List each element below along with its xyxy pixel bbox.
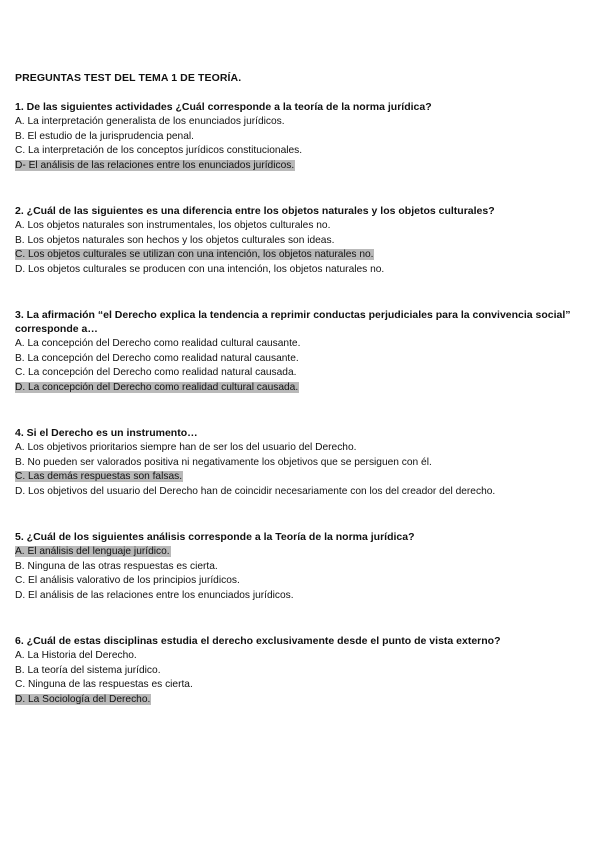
- answer-option-highlighted: C. Los objetos culturales se utilizan con una intención, los objetos naturales no.: [15, 249, 374, 260]
- question-6: [15, 634, 590, 707]
- question-stem: 2. ¿Cuál de las siguientes es una diferencia entre los objetos naturales y los objetos culturales?: [15, 205, 495, 217]
- question-stem: 6. ¿Cuál de estas disciplinas estudia el derecho exclusivamente desde el punto de vista externo?: [15, 635, 501, 647]
- answer-option: A. La Historia del Derecho.: [15, 650, 137, 661]
- answer-option-highlighted: D. La concepción del Derecho como realidad cultural causada.: [15, 381, 299, 393]
- question-1: [15, 100, 590, 173]
- answer-option: C. El análisis valorativo de los principios jurídicos.: [15, 575, 240, 586]
- answer-option: A. Los objetos naturales son instrumentales, los objetos culturales no.: [15, 220, 331, 231]
- answer-option: C. La concepción del Derecho como realidad natural causada.: [15, 367, 297, 378]
- answer-option: B. El estudio de la jurisprudencia penal.: [15, 130, 194, 142]
- answer-option: C. La interpretación de los conceptos jurídicos constitucionales.: [15, 145, 303, 156]
- answer-option: B. Los objetos naturales son hechos y los objetos culturales son ideas.: [15, 234, 335, 246]
- answer-option-highlighted: A. El análisis del lenguaje jurídico.: [15, 546, 170, 557]
- question-4: [15, 426, 590, 499]
- answer-option: B. No pueden ser valorados positiva ni negativamente los objetivos que se persiguen con él.: [15, 456, 432, 468]
- answer-option-highlighted: D- El análisis de las relaciones entre los enunciados jurídicos.: [15, 159, 295, 171]
- answer-option: A. La interpretación generalista de los enunciados jurídicos.: [15, 116, 285, 127]
- question-2: [15, 204, 590, 277]
- document-page: [15, 72, 590, 738]
- question-stem: 1. De las siguientes actividades ¿Cuál corresponde a la teoría de la norma jurídica?: [15, 101, 432, 113]
- answer-option: D. Los objetivos del usuario del Derecho han de coincidir necesariamente con los del creador del derecho.: [15, 485, 496, 497]
- question-5: [15, 530, 590, 603]
- question-stem: 3. La afirmación “el Derecho explica la tendencia a reprimir conductas perjudiciales para la convivencia social” corresponde a…: [15, 309, 571, 335]
- answer-option: B. La concepción del Derecho como realidad natural causante.: [15, 352, 299, 364]
- question-stem: 4. Si el Derecho es un instrumento…: [15, 427, 198, 439]
- document-title: PREGUNTAS TEST DEL TEMA 1 DE TEORÍA.: [15, 72, 242, 84]
- answer-option-highlighted: D. La Sociología del Derecho.: [15, 693, 151, 705]
- answer-option: A. Los objetivos prioritarios siempre han de ser los del usuario del Derecho.: [15, 442, 357, 453]
- answer-option: D. Los objetos culturales se producen con una intención, los objetos naturales no.: [15, 263, 385, 275]
- answer-option: D. El análisis de las relaciones entre los enunciados jurídicos.: [15, 589, 294, 601]
- question-3: [15, 308, 590, 395]
- question-stem: 5. ¿Cuál de los siguientes análisis corresponde a la Teoría de la norma jurídica?: [15, 531, 415, 543]
- answer-option-highlighted: C. Las demás respuestas son falsas.: [15, 471, 183, 482]
- answer-option: A. La concepción del Derecho como realidad cultural causante.: [15, 338, 301, 349]
- answer-option: B. Ninguna de las otras respuestas es cierta.: [15, 560, 218, 572]
- answer-option: B. La teoría del sistema jurídico.: [15, 664, 161, 676]
- answer-option: C. Ninguna de las respuestas es cierta.: [15, 679, 193, 690]
